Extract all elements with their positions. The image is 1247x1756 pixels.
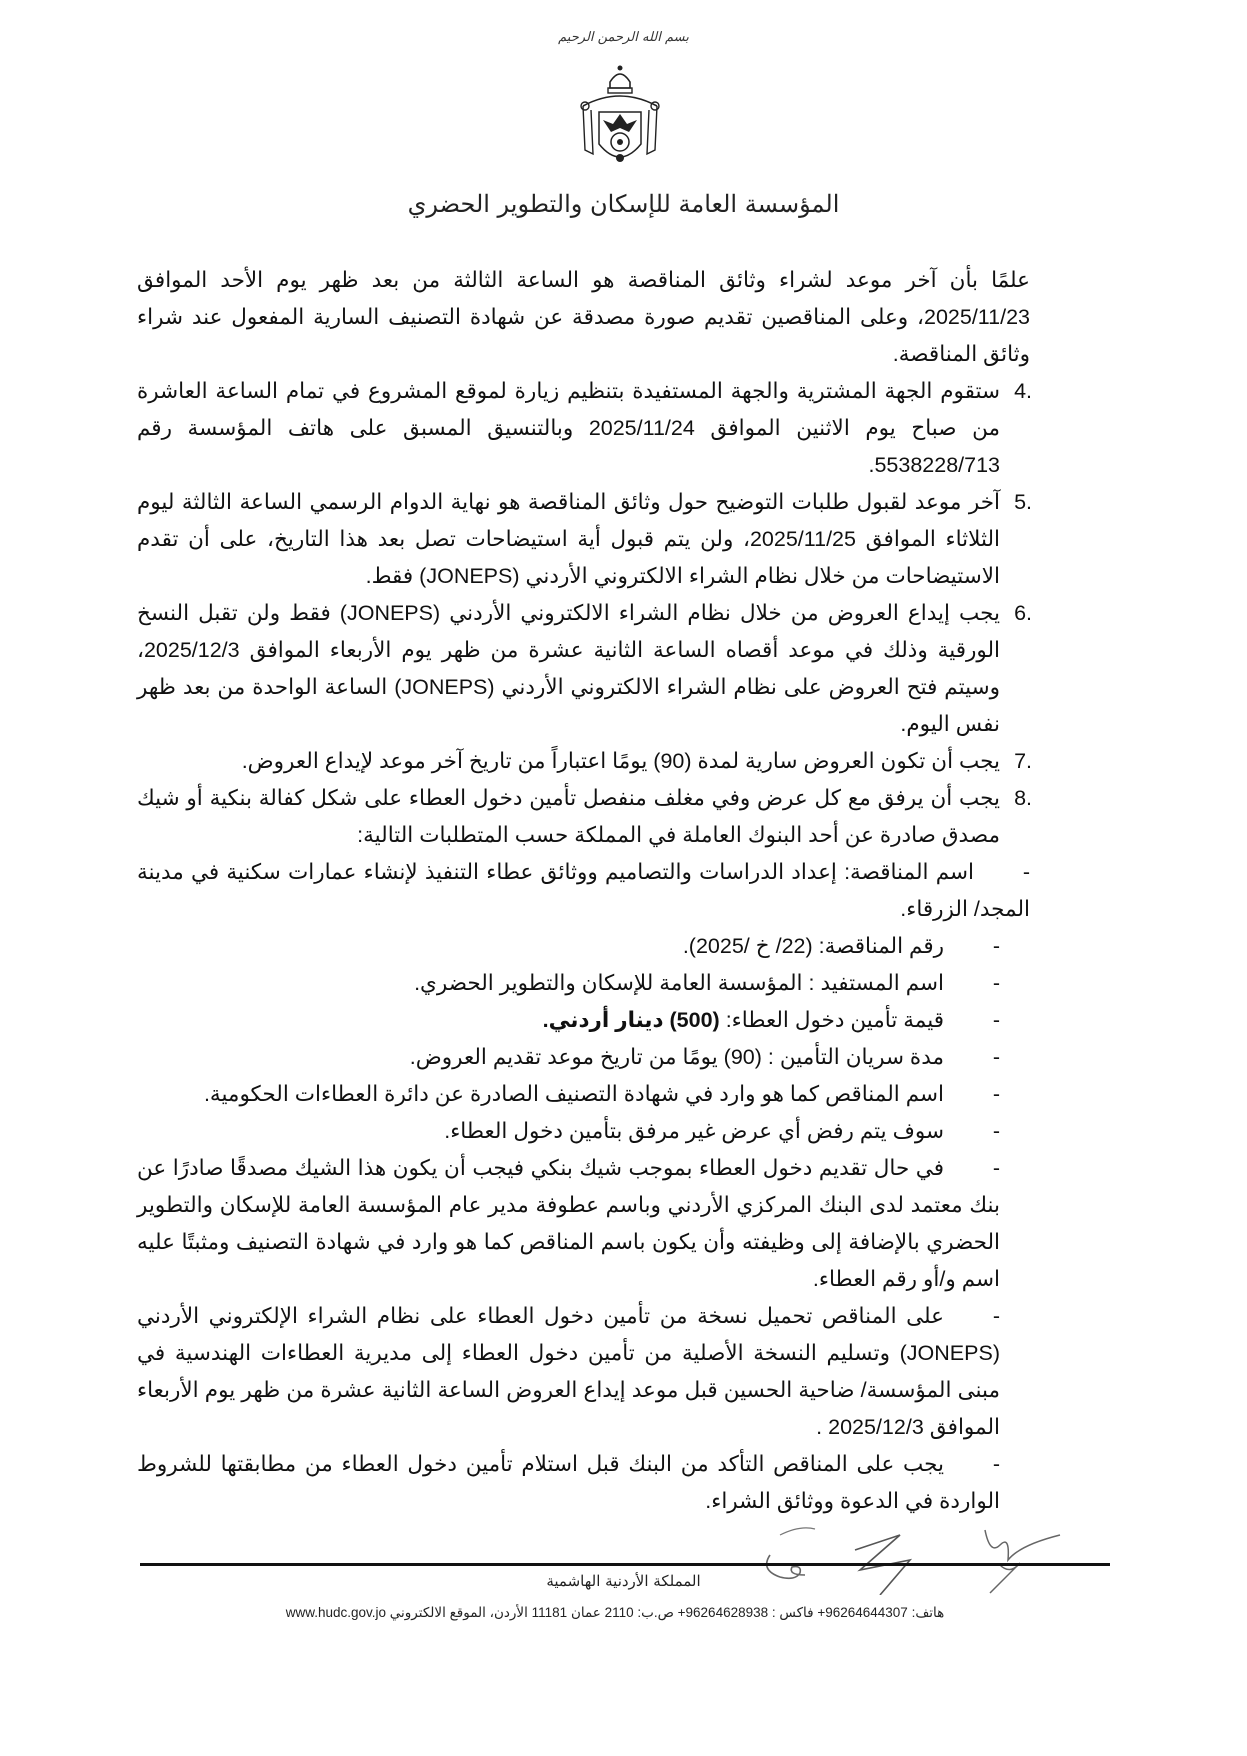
numbered-item <box>137 484 1030 595</box>
requirement-item <box>137 1113 1030 1150</box>
item-number: 6. <box>1014 601 1032 625</box>
numbered-item <box>137 595 1030 743</box>
organization-title: المؤسسة العامة للإسكان والتطوير الحضري <box>407 190 840 218</box>
dash-bullet: - <box>992 1119 1000 1143</box>
dash-bullet: - <box>992 1452 1000 1476</box>
footer-divider <box>140 1563 1110 1566</box>
bid-bond-value: (500) دينار أردني. <box>542 1008 720 1032</box>
item-text: يجب إيداع العروض من خلال نظام الشراء الالكتروني الأردني (JONEPS) فقط ولن تقبل النسخ الورقية وذلك في موعد أقصاه الساعة الثانية عشرة من ظهر يوم الأربعاء الموافق 2025/12/3، وسيتم فتح العروض على نظام الشراء الالكتروني الأردني (JONEPS) الساعة الواحدة من بعد ظهر نفس اليوم. <box>137 601 1000 736</box>
item-text: يجب أن تكون العروض سارية لمدة (90) يومًا اعتباراً من تاريخ آخر موعد لإيداع العروض. <box>241 749 1000 773</box>
requirement-text: في حال تقديم دخول العطاء بموجب شيك بنكي فيجب أن يكون هذا الشيك مصدقًا صادرًا عن بنك معتمد لدى البنك المركزي الأردني وباسم عطوفة مدير عام المؤسسة العامة للإسكان والتطوير الحضري بالإضافة إلى وظيفته وأن يكون باسم المناقص كما هو وارد في شهادة التصنيف ومثبتًا عليه اسم و/أو رقم العطاء. <box>137 1156 1000 1291</box>
requirement-item <box>137 854 1030 928</box>
footer-contact-info: هاتف: 96264644307+ فاكس : 96264628938+ ص.ب: 2110 عمان 11181 الأردن، الموقع الالكتروني www.hudc.gov.jo <box>285 1605 945 1620</box>
requirement-text: على المناقص تحميل نسخة من تأمين دخول العطاء على نظام الشراء الإلكتروني الأردني (JONEPS) وتسليم النسخة الأصلية من تأمين دخول العطاء إلى مديرية العطاءات الهندسية في مبنى المؤسسة/ ضاحية الحسين قبل موعد إيداع العروض الساعة الثانية عشرة من ظهر يوم الأربعاء الموافق 2025/12/3 . <box>137 1304 1000 1439</box>
dash-bullet: - <box>992 1045 1000 1069</box>
requirement-item <box>137 1039 1030 1076</box>
dash-bullet: - <box>992 1082 1000 1106</box>
intro-paragraph: علمًا بأن آخر موعد لشراء وثائق المناقصة هو الساعة الثالثة من بعد ظهر يوم الأحد الموافق 2025/11/23، وعلى المناقصين تقديم صورة مصدقة عن شهادة التصنيف السارية المفعول عند شراء وثائق المناقصة. <box>137 268 1030 366</box>
item-text: يجب أن يرفق مع كل عرض وفي مغلف منفصل تأمين دخول العطاء على شكل كفالة بنكية أو شيك مصدق صادرة عن أحد البنوك العاملة في المملكة حسب المتطلبات التالية: <box>137 786 1000 847</box>
dash-bullet: - <box>1022 860 1030 884</box>
item-number: 4. <box>1014 379 1032 403</box>
item-number: 5. <box>1014 490 1032 514</box>
requirement-item <box>137 928 1030 965</box>
requirement-text: اسم المناقصة: إعداد الدراسات والتصاميم ووثائق عطاء التنفيذ لإنشاء عمارات سكنية في مدينة المجد/ الزرقاء. <box>137 860 1030 921</box>
dash-bullet: - <box>992 971 1000 995</box>
dash-bullet: - <box>992 1156 1000 1180</box>
requirement-text: اسم المناقص كما هو وارد في شهادة التصنيف الصادرة عن دائرة العطاءات الحكومية. <box>203 1082 944 1106</box>
requirement-text: رقم المناقصة: (22/ خ /2025). <box>682 934 944 958</box>
requirement-text: يجب على المناقص التأكد من البنك قبل استلام تأمين دخول العطاء من مطابقتها للشروط الواردة في الدعوة ووثائق الشراء. <box>137 1452 1000 1513</box>
dash-bullet: - <box>992 934 1000 958</box>
dash-bullet: - <box>992 1008 1000 1032</box>
basmala: بسم الله الرحمن الرحيم <box>558 30 689 45</box>
item-text: آخر موعد لقبول طلبات التوضيح حول وثائق المناقصة هو نهاية الدوام الرسمي الساعة الثالثة ليوم الثلاثاء الموافق 2025/11/25، ولن يتم قبول أية استيضاحات تصل بعد هذا التاريخ، على أن تقدم الاستيضاحات من خلال نظام الشراء الالكتروني الأردني (JONEPS) فقط. <box>137 490 1000 588</box>
jordan-coat-of-arms-icon <box>575 62 665 174</box>
requirement-item <box>137 1298 1030 1446</box>
numbered-item <box>137 743 1030 780</box>
requirement-text: سوف يتم رفض أي عرض غير مرفق بتأمين دخول العطاء. <box>444 1119 944 1143</box>
requirement-text: اسم المستفيد : المؤسسة العامة للإسكان والتطوير الحضري. <box>414 971 944 995</box>
requirement-item <box>137 965 1030 1002</box>
requirement-item <box>137 1002 1030 1039</box>
requirement-text: مدة سريان التأمين : (90) يومًا من تاريخ موعد تقديم العروض. <box>409 1045 944 1069</box>
requirement-item <box>137 1076 1030 1113</box>
numbered-item <box>137 780 1030 854</box>
item-number: 7. <box>1014 749 1032 773</box>
numbered-item <box>137 373 1030 484</box>
requirement-item <box>137 1150 1030 1298</box>
item-text: ستقوم الجهة المشترية والجهة المستفيدة بتنظيم زيارة لموقع المشروع في تمام الساعة العاشرة من صباح يوم الاثنين الموافق 2025/11/24 وبالتنسيق المسبق على هاتف المؤسسة رقم 5538228/713. <box>137 379 1000 477</box>
requirement-item <box>137 1446 1030 1520</box>
requirement-label: قيمة تأمين دخول العطاء: <box>719 1008 944 1032</box>
dash-bullet: - <box>992 1304 1000 1328</box>
item-number: 8. <box>1014 786 1032 810</box>
footer-kingdom: المملكة الأردنية الهاشمية <box>546 1572 701 1590</box>
letter-body <box>137 262 1030 1520</box>
